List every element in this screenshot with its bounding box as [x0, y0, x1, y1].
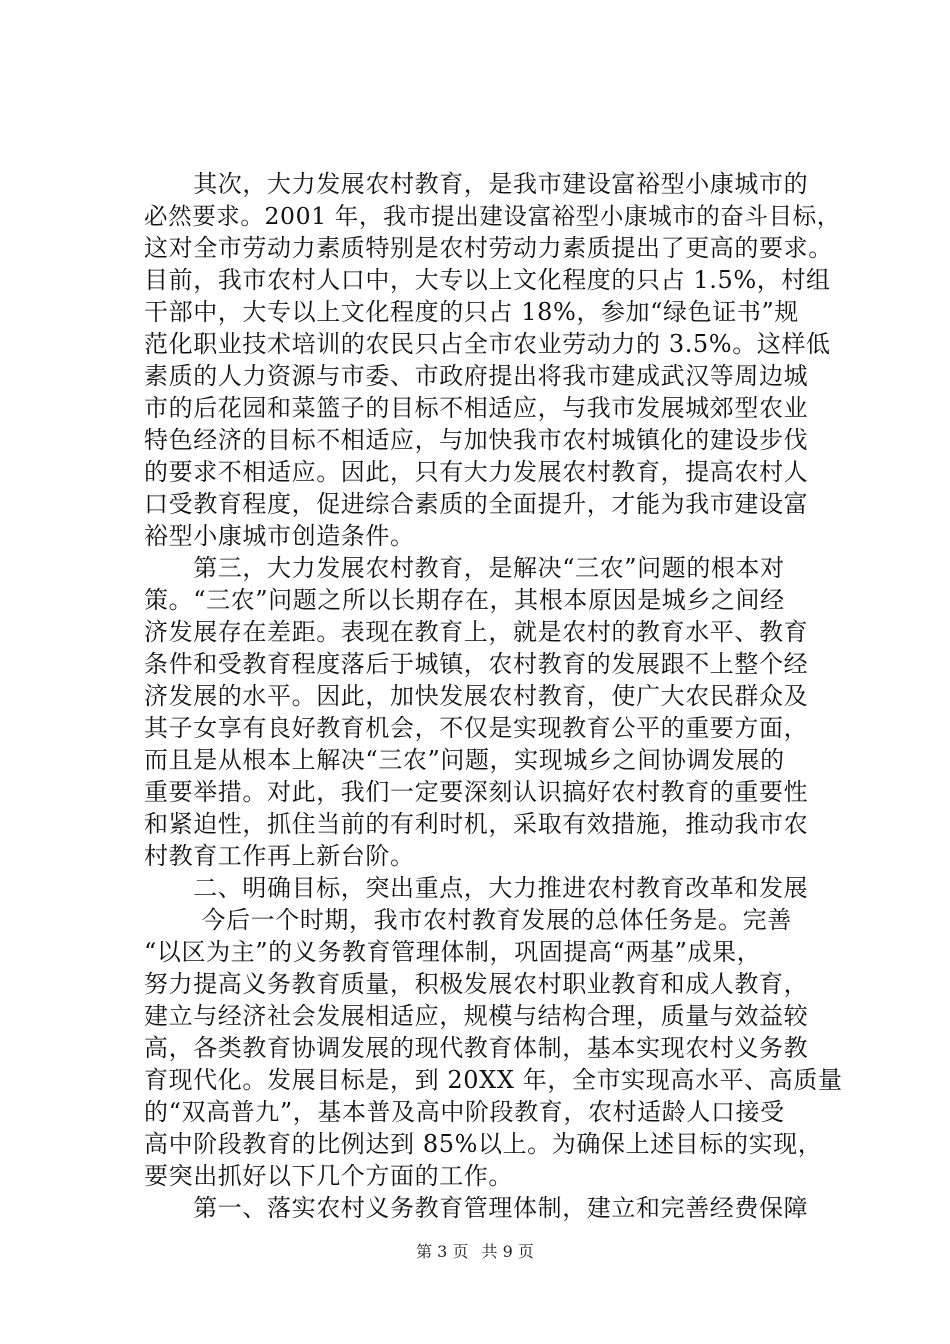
- text-line: 高中阶段教育的比例达到 85%以上。为确保上述目标的实现，: [144, 1130, 823, 1158]
- text-line: 其子女享有良好教育机会，不仅是实现教育公平的重要方面，: [144, 714, 809, 742]
- page-number: 第 3 页: [416, 1242, 469, 1261]
- text-line: 的要求不相适应。因此，只有大力发展农村教育，提高农村人: [144, 458, 809, 486]
- text-line: 育现代化。发展目标是，到 20XX 年，全市实现高水平、高质量: [144, 1066, 843, 1094]
- text-line: 重要举措。对此，我们一定要深刻认识搞好农村教育的重要性: [144, 778, 809, 806]
- text-line: 第一、落实农村义务教育管理体制，建立和完善经费保障: [144, 1194, 809, 1222]
- text-line: 二、明确目标，突出重点，大力推进农村教育改革和发展: [144, 874, 809, 902]
- text-line: 要突出抓好以下几个方面的工作。: [144, 1162, 513, 1190]
- text-line: 市的后花园和菜篮子的目标不相适应，与我市发展城郊型农业: [144, 394, 809, 422]
- text-line: 高，各类教育协调发展的现代教育体制，基本实现农村义务教: [144, 1034, 809, 1062]
- document-body: [144, 168, 844, 1224]
- text-line: 必然要求。2001 年，我市提出建设富裕型小康城市的奋斗目标，: [144, 202, 841, 230]
- text-line: 村教育工作再上新台阶。: [144, 842, 415, 870]
- text-line: 条件和受教育程度落后于城镇，农村教育的发展跟不上整个经: [144, 650, 809, 678]
- text-line: 和紧迫性，抓住当前的有利时机，采取有效措施，推动我市农: [144, 810, 809, 838]
- text-line: 其次，大力发展农村教育，是我市建设富裕型小康城市的: [144, 170, 809, 198]
- text-line: 济发展的水平。因此，加快发展农村教育，使广大农民群众及: [144, 682, 809, 710]
- text-line: 素质的人力资源与市委、市政府提出将我市建成武汉等周边城: [144, 362, 809, 390]
- text-line: 干部中，大专以上文化程度的只占 18%，参加“绿色证书”规: [144, 298, 799, 326]
- text-line: 而且是从根本上解决“三农”问题，实现城乡之间协调发展的: [144, 746, 785, 774]
- text-line: 今后一个时期，我市农村教育发展的总体任务是。完善: [144, 906, 792, 934]
- text-line: 裕型小康城市创造条件。: [144, 522, 415, 550]
- text-line: 策。“三农”问题之所以长期存在，其根本原因是城乡之间经: [144, 586, 785, 614]
- text-line: 口受教育程度，促进综合素质的全面提升，才能为我市建设富: [144, 490, 809, 518]
- text-line: “以区为主”的义务教育管理体制，巩固提高“两基”成果，: [144, 938, 762, 966]
- text-line: 努力提高义务教育质量，积极发展农村职业教育和成人教育，: [144, 970, 809, 998]
- text-line: 范化职业技术培训的农民只占全市农业劳动力的 3.5%。这样低: [144, 330, 831, 358]
- text-line: 第三，大力发展农村教育，是解决“三农”问题的根本对: [144, 554, 785, 582]
- page-total: 共 9 页: [481, 1242, 534, 1261]
- text-line: 特色经济的目标不相适应，与加快我市农村城镇化的建设步伐: [144, 426, 809, 454]
- text-line: 建立与经济社会发展相适应，规模与结构合理，质量与效益较: [144, 1002, 809, 1030]
- text-line: 的“双高普九”，基本普及高中阶段教育，农村适龄人口接受: [144, 1098, 785, 1126]
- text-line: 济发展存在差距。表现在教育上，就是农村的教育水平、教育: [144, 618, 809, 646]
- page-footer: [0, 1242, 950, 1262]
- text-line: 这对全市劳动力素质特别是农村劳动力素质提出了更高的要求。: [144, 234, 833, 262]
- text-line: 目前，我市农村人口中，大专以上文化程度的只占 1.5%，村组: [144, 266, 831, 294]
